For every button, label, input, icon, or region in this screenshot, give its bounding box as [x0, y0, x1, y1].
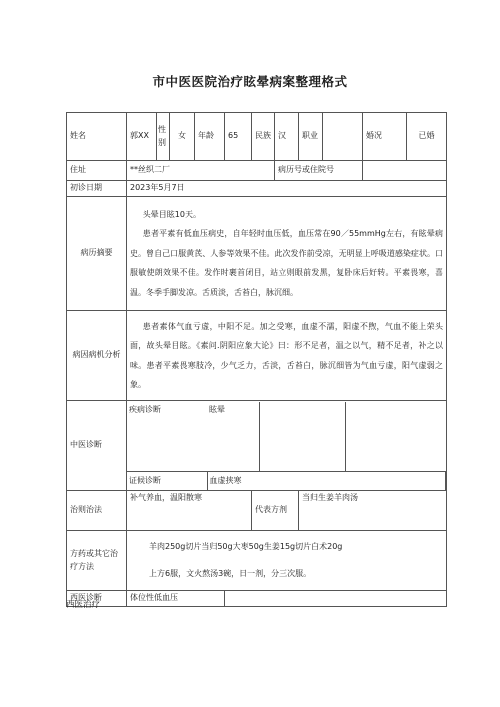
disease-diagnosis-blank-2: [346, 402, 446, 472]
representative-formula-value: 当归生姜羊肉汤: [299, 491, 447, 531]
pathogenesis-text: 患者素体气血亏虚，中阳不足。加之受寒，血虚不濡，阳虚不煦，气血不能上荣头面，故头晕目眩。《素问.阴阳应象大论》曰：形不足者，温之以气，精不足者，补之以味。患者平素畏寒肢冷，少气乏力，舌淡，舌苔白，脉沉细皆为气血亏虚，阳气虚弱之象。: [130, 321, 443, 389]
treatment-row: [67, 491, 447, 531]
name-value: 郭XX: [127, 113, 157, 161]
prescription-label: 方药或其它治疗方法: [67, 531, 127, 591]
prescription-row: [67, 531, 447, 591]
patient-info-row: [67, 113, 447, 161]
age-label: 年龄: [195, 113, 225, 161]
treatment-label: 治则治法: [67, 491, 127, 531]
tcm-diagnosis-subtable: [127, 402, 446, 490]
tcm-diagnosis-label: 中医诊断: [67, 401, 127, 491]
western-diagnosis-label: 西医诊断: [67, 591, 127, 607]
pathogenesis-label: 病因病机分析: [67, 311, 127, 401]
occupation-label: 职业: [299, 113, 323, 161]
prescription-ingredients: 羊肉250g切片当归50g大枣50g生姜15g切片白术20g: [149, 542, 343, 552]
syndrome-diagnosis-label: 证候诊断: [127, 472, 207, 490]
case-record-form: [66, 112, 447, 607]
first-visit-row: [67, 181, 447, 197]
first-visit-value: 2023年5月7日: [127, 181, 447, 197]
address-label: 住址: [67, 161, 127, 181]
representative-formula-label: 代表方剂: [252, 491, 299, 531]
name-label: 姓名: [67, 113, 127, 161]
syndrome-diagnosis-value: 血虚挟寒: [207, 472, 446, 490]
history-detail: 患者平素有低血压病史，自年轻时血压低，血压常在90／55mmHg左右，有眩晕病史。曾自己口服黄芪、人参等效果不佳。此次发作前受凉，无明显上呼吸道感染症状。口服敏使朗效果不佳。发作时裹首闭目，站立则眼前发黑，复卧床后好转。平素畏寒，喜温。冬季手脚发凉。舌质淡，舌苔白，脉沉细。: [130, 229, 443, 297]
disease-diagnosis-blank: [259, 402, 346, 472]
address-row: [67, 161, 447, 181]
record-number-label: 病历号或住院号: [275, 161, 363, 181]
history-row: [67, 197, 447, 311]
ethnicity-label: 民族: [252, 113, 275, 161]
disease-diagnosis-label: 疾病诊断: [127, 402, 207, 472]
ethnicity-value: 汉: [275, 113, 299, 161]
western-diagnosis-row: [67, 591, 447, 607]
occupation-value: [323, 113, 363, 161]
history-label: 病历摘要: [67, 197, 127, 311]
page-title: 市中医医院治疗眩晕病案整理格式: [152, 74, 348, 89]
western-diagnosis-blank: [225, 591, 447, 607]
marital-value: 已婚: [407, 113, 447, 161]
first-visit-label: 初诊日期: [67, 181, 127, 197]
history-chief-complaint: 头晕目眩10天。: [142, 209, 201, 219]
sex-label: 性别: [157, 113, 170, 161]
marital-label: 婚况: [363, 113, 407, 161]
sex-value: 女: [170, 113, 195, 161]
disease-diagnosis-value: 眩晕: [207, 402, 259, 472]
address-value: **丝织二厂: [127, 161, 275, 181]
pathogenesis-row: [67, 311, 447, 401]
tcm-diagnosis-row: [67, 401, 447, 491]
prescription-dosage: 上方6服，文火熬汤3碗，日一剂，分三次服。: [149, 568, 312, 578]
western-diagnosis-value: 体位性低血压: [127, 591, 225, 607]
age-value: 65: [225, 113, 252, 161]
western-treatment-label: 西医治疗: [66, 600, 101, 610]
treatment-value: 补气养血，温阳散寒: [127, 491, 252, 531]
record-number-value: [363, 161, 447, 181]
